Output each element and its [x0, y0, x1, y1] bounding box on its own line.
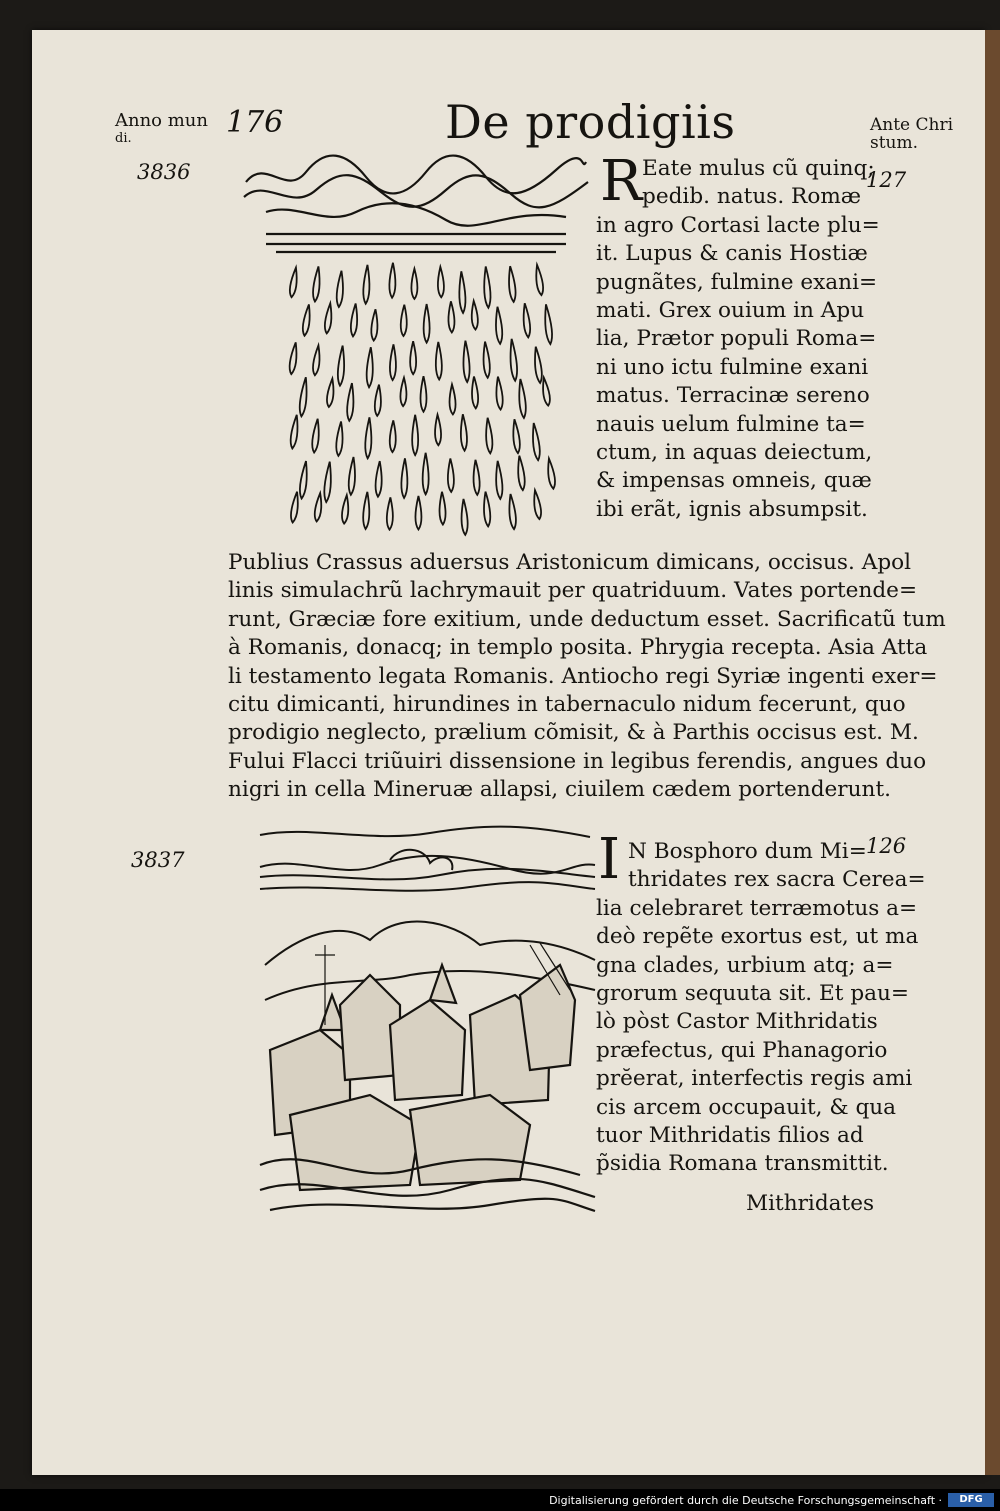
rain-drop	[389, 263, 395, 298]
rain-drop	[450, 384, 456, 414]
rain-drop	[336, 422, 342, 456]
margin-year-mundi-1: 3836	[137, 160, 191, 184]
text-line: it. Lupus & canis Hostiæ	[596, 241, 868, 267]
rain-drop	[347, 383, 353, 421]
woodcut-earthquake-town	[230, 825, 598, 1220]
text-line: lò pòst Castor Mithridatis	[596, 1009, 878, 1035]
rain-drop	[496, 461, 502, 499]
rain-drop	[290, 342, 297, 374]
text-line: grorum sequuta sit. Et pau=	[596, 981, 910, 1007]
rain-drop	[313, 266, 320, 301]
rain-drop	[303, 304, 310, 335]
text-line: in agro Cortasi lacte plu=	[596, 212, 880, 238]
woodcut-blood-rain	[236, 152, 592, 542]
rain-drop	[401, 305, 407, 336]
text-block-2	[228, 549, 946, 805]
rain-drop	[313, 345, 320, 375]
rain-drop	[290, 268, 297, 298]
text-line: pugnãtes, fulmine exani=	[596, 269, 878, 295]
rain-drop	[435, 415, 441, 446]
text-line: lia celebraret terræmotus a=	[596, 895, 918, 921]
rain-drop	[327, 379, 334, 407]
header-right-line1: Ante Chri	[870, 115, 954, 135]
header-ante-christum	[870, 116, 953, 152]
header-left-line2: di.	[115, 131, 132, 146]
text-line: citu dimicanti, hirundines in tabernaculo nidum fecerunt, quo	[228, 692, 906, 718]
rain-drop	[291, 492, 298, 523]
text-line: prodigio neglecto, prælium cõmisit, & à Parthis occisus est. M.	[228, 720, 919, 746]
rain-drop	[448, 459, 454, 492]
rain-drop	[509, 266, 516, 302]
rain-drop	[337, 271, 343, 307]
rain-drop	[349, 457, 355, 495]
rain-drop	[496, 377, 502, 410]
rain-drop	[548, 459, 555, 489]
rain-drop	[363, 265, 369, 304]
rain-drop	[543, 378, 550, 406]
text-line: gna clades, urbium atq; a=	[596, 952, 894, 978]
text-line: prĕerat, interfectis regis ami	[596, 1066, 913, 1092]
rain-drop	[367, 347, 373, 387]
catchword: Mithridates	[746, 1191, 875, 1216]
rain-drop	[486, 418, 492, 454]
text-line: p̃sidia Romana transmittit.	[596, 1151, 889, 1177]
margin-year-ante-2: 126	[866, 834, 907, 858]
rain-drop	[291, 415, 298, 449]
text-block-3	[596, 838, 926, 1179]
rain-drop	[325, 303, 332, 333]
rain-drop	[365, 417, 371, 458]
margin-year-mundi-2: 3837	[131, 848, 185, 872]
text-line: Publius Crassus aduersus Aristonicum dimicans, occisus. Apol	[228, 550, 912, 575]
rain-drop	[423, 453, 429, 495]
rain-drop	[472, 301, 478, 330]
text-line: ctum, in aquas deiectum,	[596, 440, 873, 466]
text-line: lia, Prætor populi Roma=	[596, 326, 877, 352]
rain-drop	[390, 420, 396, 452]
rain-drop	[535, 347, 542, 383]
rain-drop	[412, 415, 418, 455]
rain-drop	[472, 377, 478, 409]
footer-bar	[0, 1489, 1000, 1511]
text-block-1	[596, 149, 880, 524]
rain-drop	[436, 342, 442, 380]
drop-cap-r: R	[600, 149, 643, 214]
rain-drop	[400, 378, 406, 407]
rain-drop	[511, 339, 518, 381]
rain-drop	[411, 269, 417, 299]
header-left-line1: Anno mun	[115, 110, 208, 131]
text-line: mati. Grex ouium in Apu	[596, 298, 865, 324]
rain-drop	[371, 309, 377, 340]
text-line: cis arcem occupauit, & qua	[596, 1094, 897, 1120]
rain-drop	[462, 499, 468, 535]
rain-drop	[424, 304, 430, 343]
rain-drop	[375, 385, 381, 416]
rain-drop	[536, 265, 543, 295]
dfg-logo: DFG	[948, 1493, 994, 1507]
rain-drop	[312, 419, 319, 453]
text-line: nigri in cella Mineruæ allapsi, ciuilem cædem portenderunt.	[228, 777, 891, 803]
rain-drop	[484, 342, 490, 378]
page-title: De prodigiis	[445, 95, 736, 149]
text-line: pedib. natus. Romæ	[642, 184, 862, 210]
text-line: runt, Græciæ fore exitium, unde deductum esset. Sacrificatũ tum	[228, 606, 946, 632]
text-line: Fului Flacci triũuiri dissensione in legibus ferendis, angues duo	[228, 748, 927, 774]
rain-drop	[315, 493, 322, 521]
rain-drop	[324, 462, 331, 502]
text-line: matus. Terracinæ sereno	[596, 383, 870, 409]
text-line: nauis uelum fulmine ta=	[596, 411, 866, 437]
rain-drop	[401, 458, 407, 498]
text-line: præfectus, qui Phanagorio	[596, 1037, 888, 1063]
rain-drop	[461, 414, 467, 450]
rain-drop	[390, 344, 396, 380]
rain-drop	[387, 497, 393, 529]
rain-drop	[420, 376, 426, 412]
page-number: 176	[226, 105, 284, 140]
rain-drop	[300, 377, 307, 416]
rain-drop	[474, 460, 480, 495]
text-line: ibi erãt, ignis absumpsit.	[596, 496, 868, 522]
text-line: ni uno ictu fulmine exani	[596, 354, 869, 380]
text-line: deò repẽte exortus est, ut ma	[596, 924, 919, 950]
rain-drop	[509, 494, 516, 529]
rain-drop	[351, 304, 357, 337]
rain-drop	[533, 423, 540, 460]
text-line: tuor Mithridatis filios ad	[596, 1123, 864, 1149]
rain-drop	[338, 346, 344, 386]
rain-drop	[463, 341, 469, 382]
rain-drop	[342, 495, 348, 523]
text-line: Eate mulus cũ quinq;	[642, 156, 875, 181]
header-anno-mundi	[115, 112, 208, 148]
rain-drop	[513, 419, 520, 453]
rain-drop	[459, 271, 465, 313]
footer-credit: Digitalisierung gefördert durch die Deutsche Forschungsgemeinschaft ·	[549, 1494, 942, 1507]
margin-year-ante-1: 127	[866, 168, 907, 192]
rain-drop	[545, 304, 552, 344]
rain-drop	[524, 303, 531, 337]
text-line: thridates rex sacra Cerea=	[628, 867, 926, 893]
text-line: li testamento legata Romanis. Antiocho regi Syriæ ingenti exer=	[228, 663, 938, 689]
rain-drop	[484, 492, 490, 527]
rain-drop	[440, 492, 446, 525]
rain-drop	[363, 492, 369, 529]
text-line: à Romanis, donacq; in templo posita. Phrygia recepta. Asia Atta	[228, 635, 928, 661]
rain-drop	[518, 456, 525, 491]
rain-drop	[484, 266, 490, 307]
text-line: & impensas omneis, quæ	[596, 468, 872, 494]
rain-drop	[300, 461, 307, 498]
rain-drop	[410, 341, 416, 374]
drop-cap-i: I	[598, 827, 621, 892]
rain-drop	[448, 301, 454, 332]
book-edge	[985, 30, 1000, 1475]
rain-drop	[496, 307, 502, 344]
rain-drop	[519, 379, 526, 418]
rain-drop	[438, 267, 444, 297]
text-line: linis simulachrũ lachrymauit per quatriduum. Vates portende=	[228, 578, 918, 604]
rain-drop	[376, 461, 382, 497]
header-right-line2: stum.	[870, 133, 919, 153]
rain-drop	[534, 490, 541, 519]
rain-drop	[415, 496, 421, 530]
text-line: N Bosphoro dum Mi=	[628, 839, 867, 864]
